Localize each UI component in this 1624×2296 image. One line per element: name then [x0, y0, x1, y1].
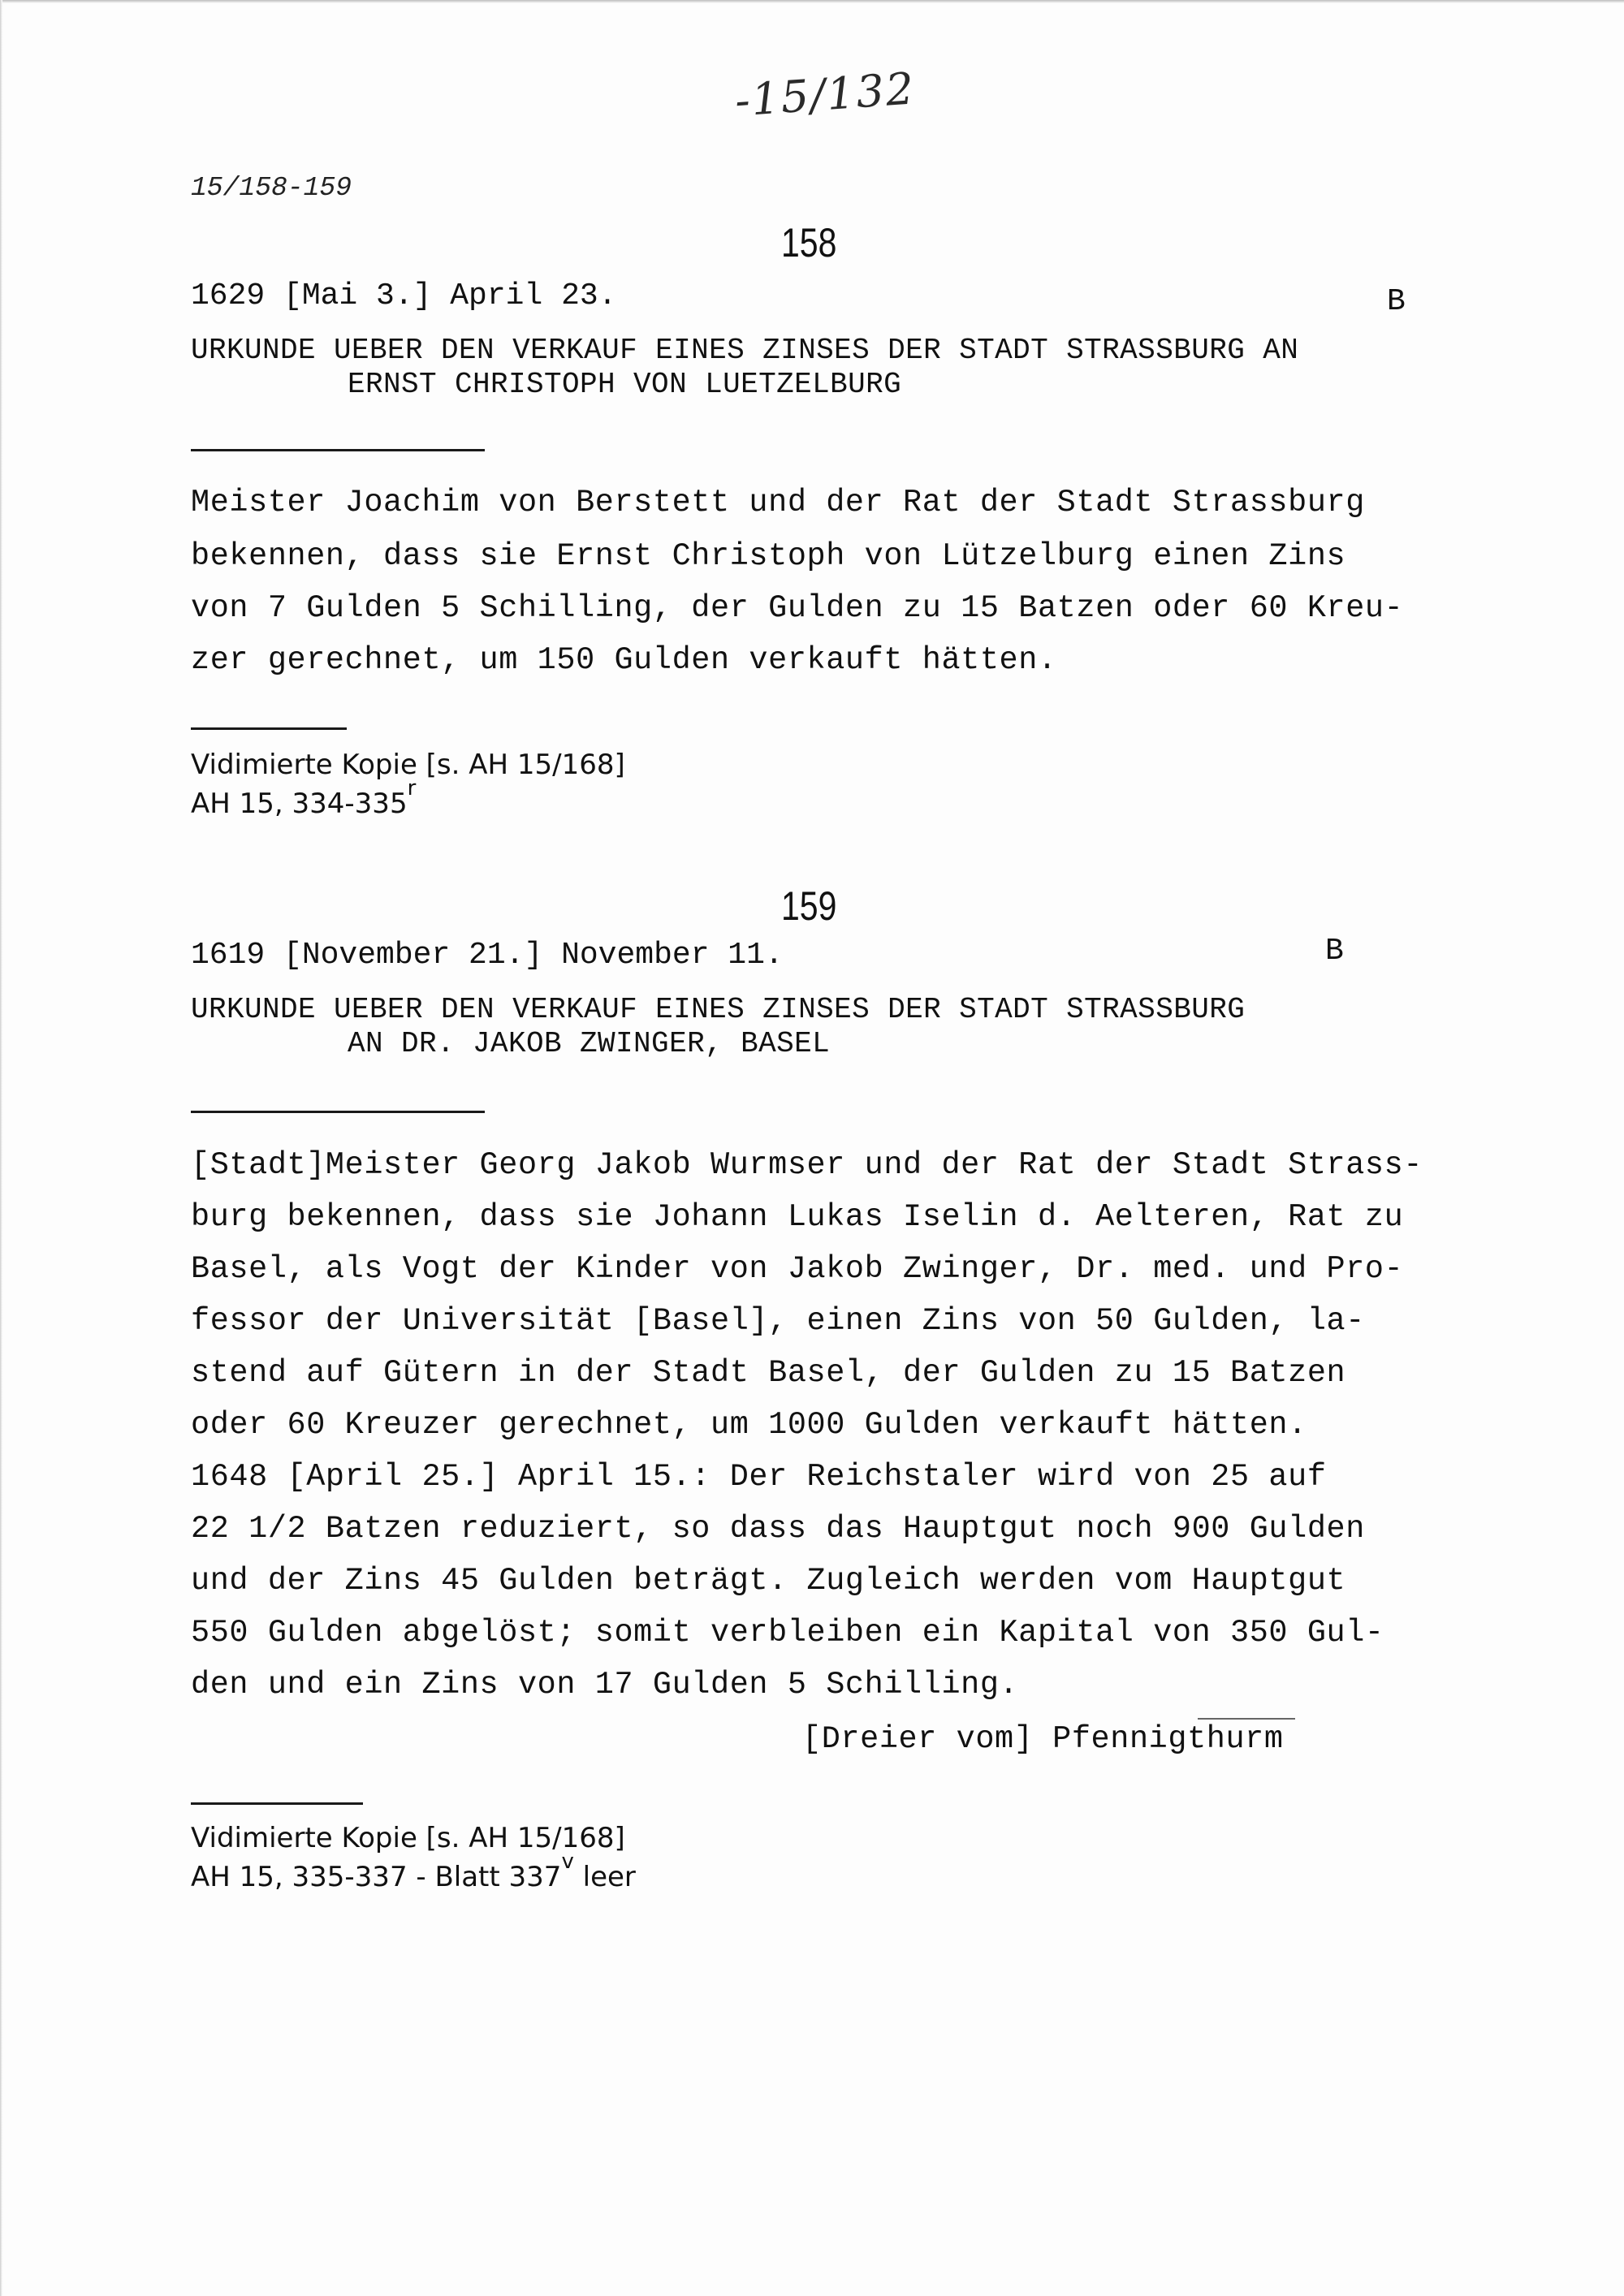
- entry-158-body-line-4: zer gerechnet, um 150 Gulden verkauft hätten.: [191, 642, 1057, 678]
- scan-edge-left: [0, 0, 2, 2296]
- entry-159-verso-mark: v: [561, 1849, 574, 1874]
- scan-edge-top: [0, 0, 1624, 3]
- entry-159-marker: B: [1325, 934, 1344, 969]
- entry-159-body-line-6: oder 60 Kreuzer gerechnet, um 1000 Gulden verkauft hätten.: [191, 1407, 1307, 1443]
- entry-158-number: 158: [781, 220, 837, 265]
- entry-159-body-line-3: Basel, als Vogt der Kinder von Jakob Zwinger, Dr. med. und Pro-: [191, 1251, 1404, 1287]
- entry-159-title-line-1: URKUNDE UEBER DEN VERKAUF EINES ZINSES DER STADT STRASSBURG: [191, 993, 1246, 1026]
- entry-158-source-line-1: Vidimierte Kopie [s. AH 15/168]: [191, 749, 625, 781]
- entry-158-separator-rule: [191, 449, 485, 451]
- entry-159-signature: [Dreier vom] Pfennigthurm: [802, 1721, 1284, 1757]
- entry-159-source-pages: AH 15, 335-337 - Blatt 337: [191, 1861, 562, 1893]
- entry-159-source-tail: leer: [573, 1861, 636, 1893]
- entry-159-body-line-11: den und ein Zins von 17 Gulden 5 Schilling.: [191, 1667, 1019, 1703]
- entry-158-source-rule: [191, 727, 347, 730]
- entry-159-body-line-10: 550 Gulden abgelöst; somit verbleiben ein Kapital von 350 Gul-: [191, 1615, 1384, 1651]
- entry-159-body-line-8: 22 1/2 Batzen reduziert, so dass das Hauptgut noch 900 Gulden: [191, 1511, 1365, 1547]
- entry-159-title-line-2: AN DR. JAKOB ZWINGER, BASEL: [348, 1027, 831, 1060]
- entry-158-body-line-3: von 7 Gulden 5 Schilling, der Gulden zu 15 Batzen oder 60 Kreu-: [191, 590, 1404, 626]
- entry-159-body-line-5: stend auf Gütern in der Stadt Basel, der Gulden zu 15 Batzen: [191, 1355, 1346, 1391]
- entry-158-title-line-2: ERNST CHRISTOPH VON LUETZELBURG: [348, 368, 902, 401]
- entry-159-body-line-4: fessor der Universität [Basel], einen Zins von 50 Gulden, la-: [191, 1303, 1365, 1339]
- entry-159-source-rule: [191, 1802, 363, 1805]
- entry-158-recto-mark: r: [407, 776, 417, 801]
- entry-158-source-pages: AH 15, 334-335: [191, 788, 408, 820]
- entry-158-source-line-2: [191, 776, 417, 820]
- entry-159-body-line-1: [Stadt]Meister Georg Jakob Wurmser und der Rat der Stadt Strass-: [191, 1147, 1423, 1183]
- entry-158-body-line-1: Meister Joachim von Berstett und der Rat der Stadt Strassburg: [191, 485, 1365, 520]
- entry-159-date: 1619 [November 21.] November 11.: [191, 938, 784, 973]
- entry-159-source-line-1: Vidimierte Kopie [s. AH 15/168]: [191, 1822, 625, 1854]
- signature-overline-mark: [1198, 1718, 1295, 1720]
- document-reference: 15/158-159: [191, 173, 352, 203]
- entry-159-body-line-9: und der Zins 45 Gulden beträgt. Zugleich werden vom Hauptgut: [191, 1563, 1346, 1599]
- entry-158-date: 1629 [Mai 3.] April 23.: [191, 278, 617, 313]
- entry-159-source-line-2: [191, 1849, 636, 1893]
- handwritten-folio-number: -15/132: [733, 63, 918, 127]
- entry-158-title-line-1: URKUNDE UEBER DEN VERKAUF EINES ZINSES DER STADT STRASSBURG AN: [191, 334, 1299, 367]
- entry-159-body-line-2: burg bekennen, dass sie Johann Lukas Iselin d. Aelteren, Rat zu: [191, 1199, 1404, 1235]
- entry-159-number: 159: [781, 883, 837, 929]
- entry-158-body-line-2: bekennen, dass sie Ernst Christoph von Lützelburg einen Zins: [191, 538, 1346, 574]
- entry-158-marker: B: [1387, 284, 1406, 319]
- entry-159-body-line-7: 1648 [April 25.] April 15.: Der Reichstaler wird von 25 auf: [191, 1459, 1327, 1495]
- entry-159-separator-rule: [191, 1111, 485, 1113]
